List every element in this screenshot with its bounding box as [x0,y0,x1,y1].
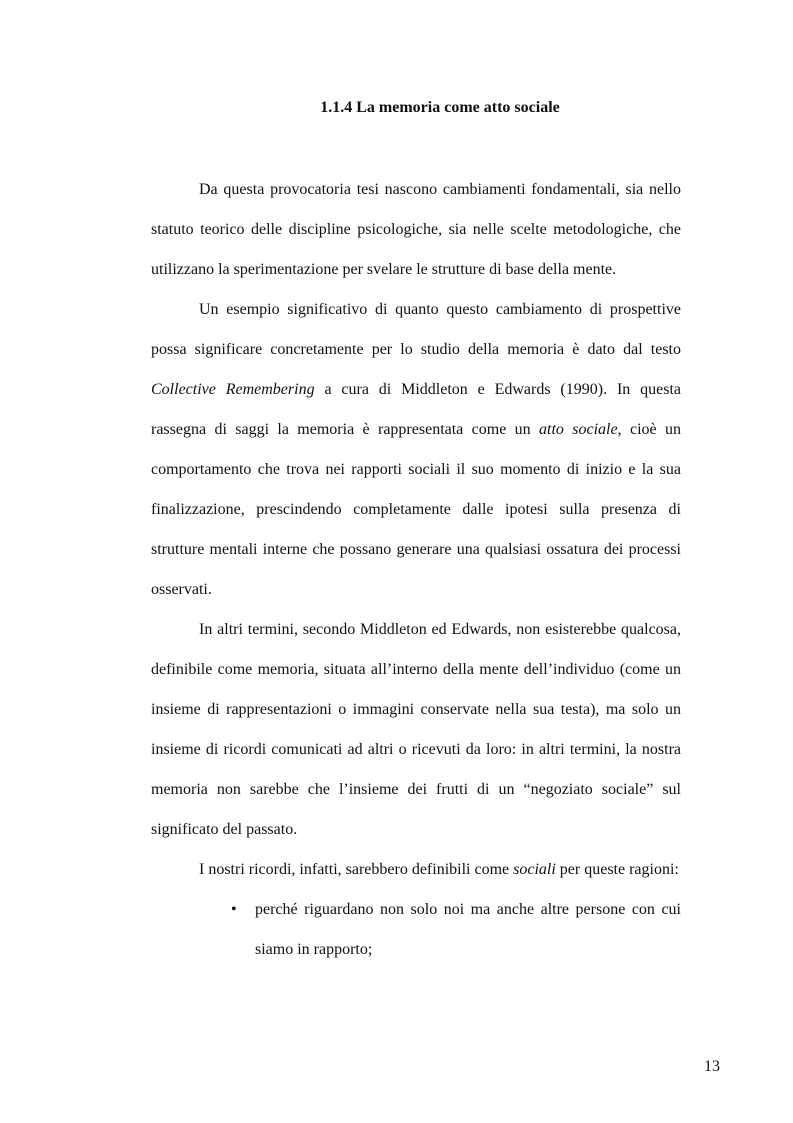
paragraph-4-text-b: per queste ragioni: [555,861,679,878]
section-heading: 1.1.4 La memoria come atto sociale [320,99,560,116]
bullet-dot-icon: • [231,901,237,918]
body-text [151,170,681,970]
paragraph-2-text-a: Un esempio significativo di quanto questo cambiamento di prospettive possa significare concretamente per lo studio della memoria è dato dal testo [151,301,681,358]
paragraph-4-text-a: I nostri ricordi, infatti, sarebbero definibili come [199,861,514,878]
term-sociali: sociali [513,861,556,878]
paragraph-3 [151,610,681,850]
bullet-list [151,890,681,970]
bullet-item-1-text: perché riguardano non solo noi ma anche altre persone con cui siamo in rapporto; [255,901,681,958]
book-title-collective-remembering: Collective Remembering [151,381,315,398]
paragraph-2 [151,290,681,610]
paragraph-2-text-c: , cioè un comportamento che trova nei rapporti sociali il suo momento di inizio e la sua finalizzazione, prescindendo completamente dalle ipotesi sulla presenza di strutture mentali interne che possano generare una qualsiasi ossatura dei processi osservati. [151,421,681,598]
page-number: 13 [704,1058,720,1075]
paragraph-1 [151,170,681,290]
paragraph-4 [151,850,681,890]
paragraph-3-text: In altri termini, secondo Middleton ed Edwards, non esisterebbe qualcosa, definibile come memoria, situata all’interno della mente dell’individuo (come un insieme di rappresentazioni o immagini conservate nella sua testa), ma solo un insieme di ricordi comunicati ad altri o ricevuti da loro: in altri termini, la nostra memoria non sarebbe che l’insieme dei frutti di un “negoziato sociale” sul significato del passato. [151,621,681,838]
paragraph-1-text: Da questa provocatoria tesi nascono cambiamenti fondamentali, sia nello statuto teorico delle discipline psicologiche, sia nelle scelte metodologiche, che utilizzano la sperimentazione per svelare le strutture di base della mente. [151,181,681,278]
bullet-item-1 [231,890,681,970]
paragraph-2-text-b: a cura di Middleton e Edwards (1990). In questa rassegna di saggi la memoria è rappresentata come un [151,381,681,438]
term-atto-sociale: atto sociale [539,421,618,438]
